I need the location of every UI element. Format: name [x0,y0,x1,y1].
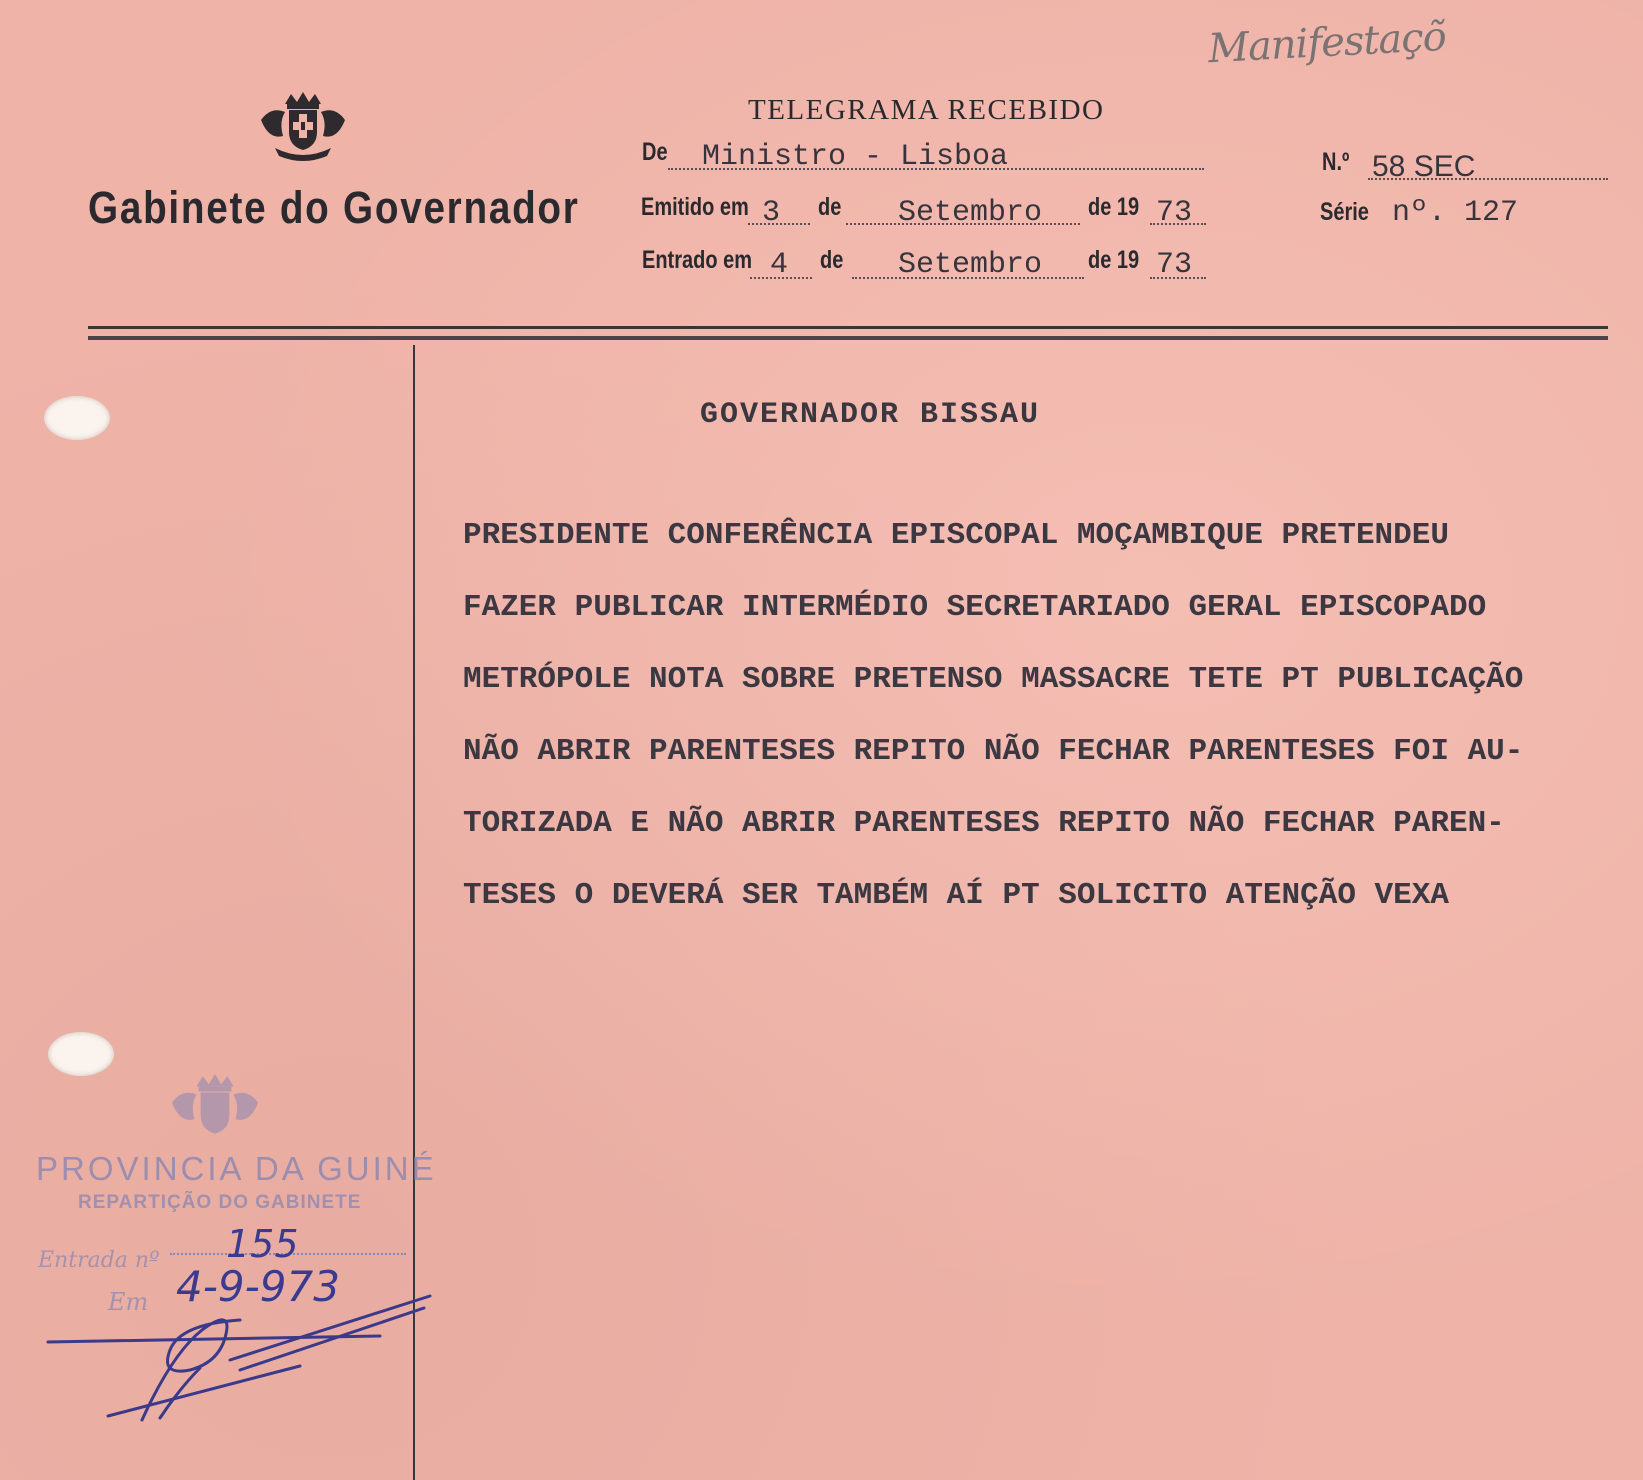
issued-label: Emitido em [641,193,749,221]
punch-hole-bottom [48,1032,114,1076]
received-month: Setembro [898,248,1043,282]
stamp-entry-number: 155 [226,1222,299,1266]
issued-year: 73 [1156,196,1193,230]
message-line: NÃO ABRIR PARENTESES REPITO NÃO FECHAR PARENTESES FOI AU- [463,734,1524,769]
signature [40,1290,440,1450]
stamp-date-value: 4-9-973 [176,1262,340,1311]
received-de-label: de [820,246,844,274]
issued-month: Setembro [898,196,1043,230]
message-line: METRÓPOLE NOTA SOBRE PRETENSO MASSACRE TETE PT PUBLICAÇÃO [463,662,1524,697]
received-year-label: de 19 [1088,246,1140,274]
issued-de-label: de [818,193,842,221]
addressee: GOVERNADOR BISSAU [700,398,1041,432]
stamp-department: REPARTIÇÃO DO GABINETE [78,1192,362,1213]
stamp-entry-label: Entrada nº [38,1248,160,1273]
handwritten-note: Manifestaçõ [1206,13,1447,73]
telegram-title: TELEGRAMA RECEBIDO [748,94,1105,126]
number-label: N.º [1322,148,1350,176]
message-line: FAZER PUBLICAR INTERMÉDIO SECRETARIADO GERAL EPISCOPADO [463,590,1487,625]
office-name: Gabinete do Governador [88,182,580,233]
from-value: Ministro - Lisboa [702,140,1009,174]
from-label: De [642,138,668,166]
issued-day: 3 [762,196,781,230]
message-line: PRESIDENTE CONFERÊNCIA EPISCOPAL MOÇAMBIQUE PRETENDEU [463,518,1449,553]
received-day: 4 [770,248,789,282]
series-value: nº. 127 [1392,196,1519,230]
stamp-province: PROVINCIA DA GUINÉ [36,1150,437,1187]
received-year: 73 [1156,248,1193,282]
stamp-crest-icon [165,1072,265,1148]
received-label: Entrado em [642,246,753,274]
message-line: TORIZADA E NÃO ABRIR PARENTESES REPITO NÃO FECHAR PAREN- [463,806,1505,841]
series-label: Série [1320,198,1369,226]
header-divider [88,326,1608,329]
header-divider-thick [88,336,1608,340]
punch-hole-top [44,396,110,440]
number-value: 58 SEC [1372,150,1476,183]
issued-year-label: de 19 [1088,193,1140,221]
stamp-date-label: Em [108,1288,149,1316]
coat-of-arms-icon [255,90,351,164]
message-line: TESES O DEVERÁ SER TAMBÉM AÍ PT SOLICITO ATENÇÃO VEXA [463,878,1449,913]
